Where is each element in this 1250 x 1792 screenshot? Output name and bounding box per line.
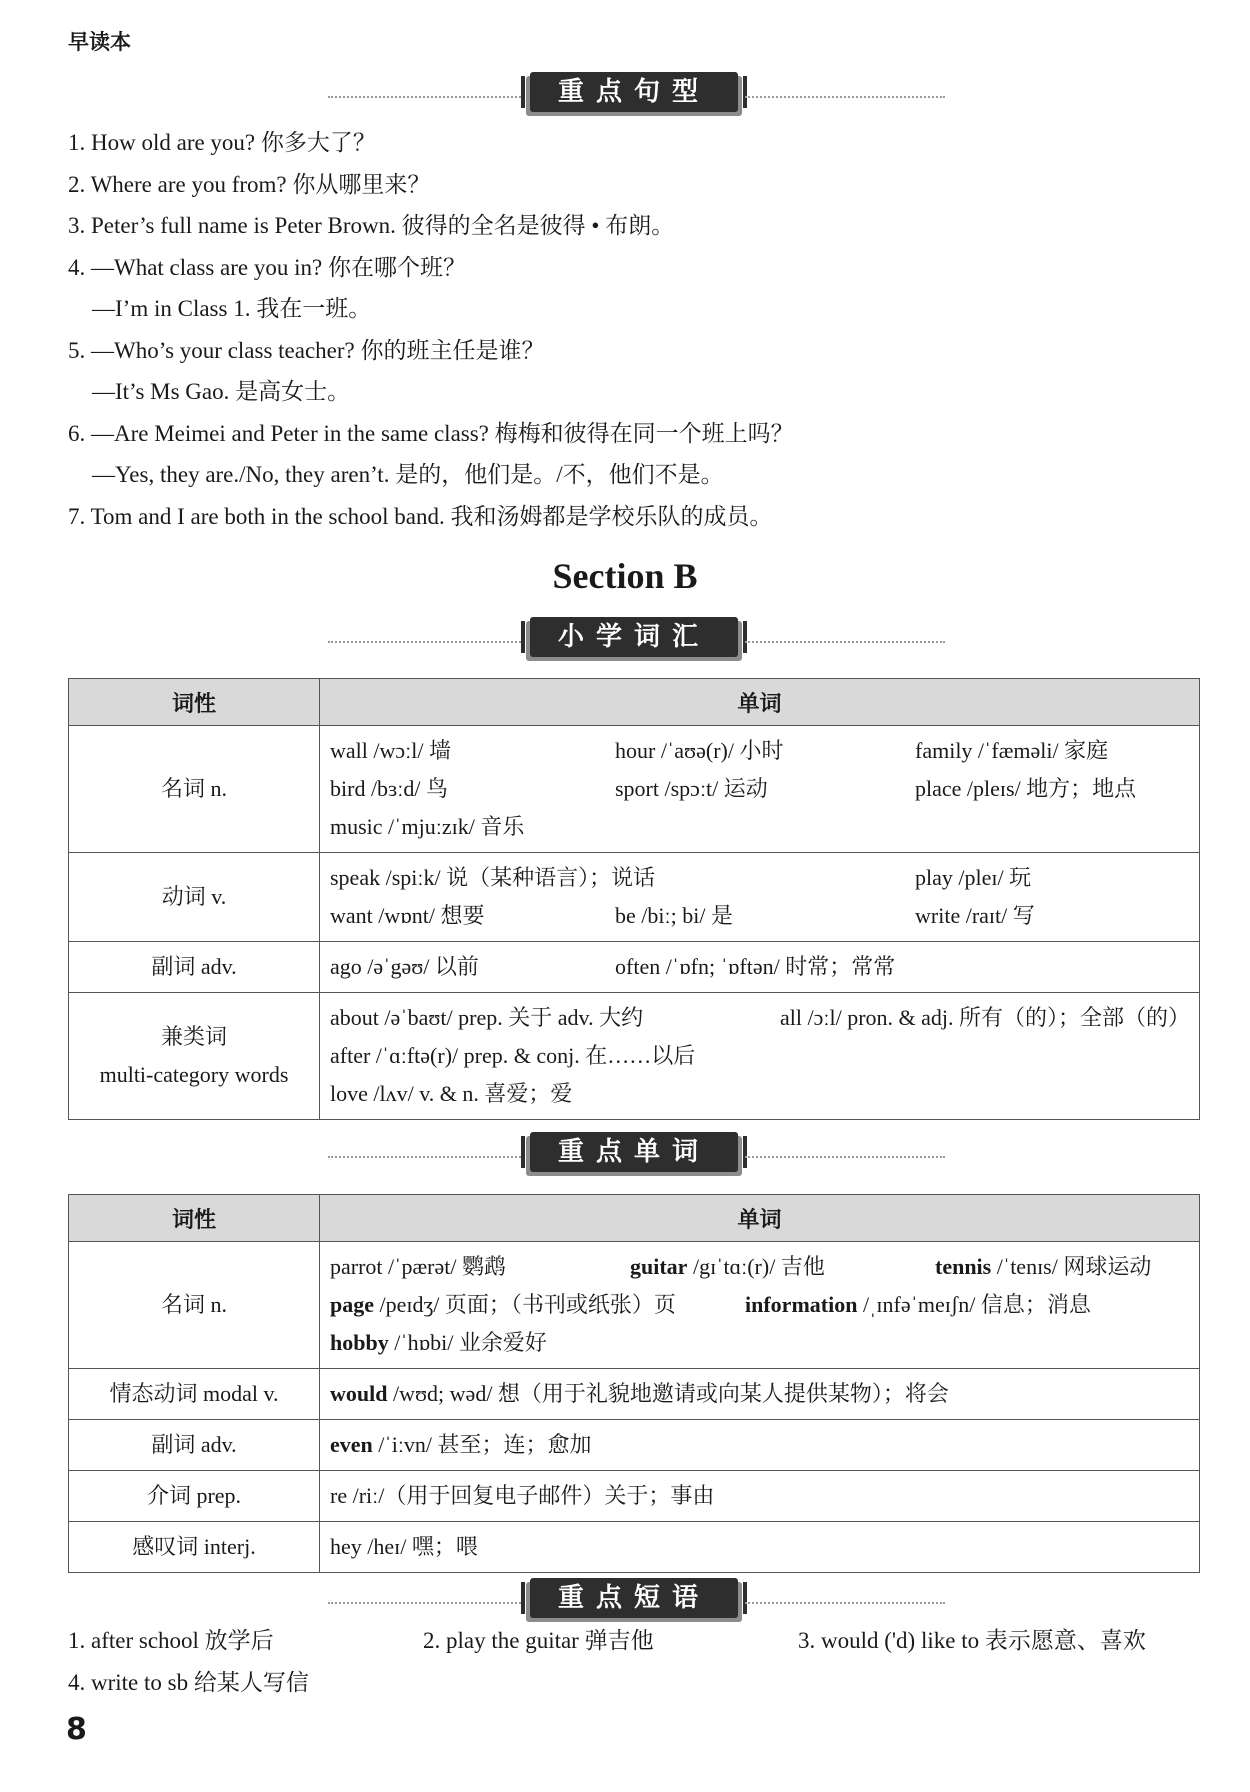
word-entry: hobby /ˈhɒbi/ 业余爱好 (330, 1330, 547, 1355)
word-entry: information /ˌɪnfəˈmeɪʃn/ 信息；消息 (745, 1292, 1091, 1317)
phrase-item: 2. play the guitar 弹吉他 (423, 1628, 654, 1653)
sentence-line: 1. How old are you? 你多大了？ (68, 130, 376, 155)
pos-cell (69, 993, 320, 1120)
word-entry: re /riː/（用于回复电子邮件）关于；事由 (330, 1483, 715, 1508)
word-entry: speak /spiːk/ 说（某种语言）；说话 (330, 865, 656, 890)
section-title: Section B (552, 556, 698, 596)
word-entry: sport /spɔːt/ 运动 (615, 776, 768, 801)
pos-cell: 感叹词 interj. (69, 1522, 320, 1573)
word-entry: ago /əˈgəʊ/ 以前 (330, 954, 479, 979)
word-entry: parrot /ˈpærət/ 鹦鹉 (330, 1254, 506, 1279)
word-entry: write /raɪt/ 写 (915, 903, 1035, 928)
word-entry: page /peɪdʒ/ 页面；（书刊或纸张）页 (330, 1292, 676, 1317)
dotted-divider-right (745, 96, 945, 98)
words-cell (320, 993, 1200, 1120)
banner-key-sentences (0, 72, 1250, 122)
word-entry: even /ˈiːvn/ 甚至；连；愈加 (330, 1432, 592, 1457)
words-cell (320, 853, 1200, 942)
word-entry: place /pleɪs/ 地方；地点 (915, 776, 1137, 801)
word-entry: guitar /gɪˈtɑː(r)/ 吉他 (630, 1254, 825, 1279)
dotted-divider-left (328, 96, 528, 98)
table-header-row (69, 679, 1200, 726)
phrase-item: 4. write to sb 给某人写信 (68, 1670, 309, 1695)
phrase-item: 3. would ('d) like to 表示愿意、喜欢 (798, 1628, 1146, 1653)
words-cell (320, 1369, 1200, 1420)
table-row (69, 993, 1200, 1120)
sentence-line: 3. Peter’s full name is Peter Brown. 彼得的全名是彼得 • 布朗。 (68, 213, 675, 238)
word-entry: tennis /ˈtenɪs/ 网球运动 (935, 1254, 1152, 1279)
table-header-row (69, 1195, 1200, 1242)
pos-label: 兼类词 (160, 1024, 227, 1049)
word-entry: be /biː; bi/ 是 (615, 903, 733, 928)
header-label: 早读本 (68, 30, 131, 54)
sentence-line: 2. Where are you from? 你从哪里来？ (68, 171, 431, 197)
word-entry: bird /bɜːd/ 鸟 (330, 776, 449, 801)
banner-primary-vocab (0, 617, 1250, 667)
dotted-divider-left (328, 1602, 528, 1604)
dotted-divider-left (328, 641, 528, 643)
words-cell (320, 1471, 1200, 1522)
word-entry: hey /heɪ/ 嘿；喂 (330, 1534, 478, 1559)
table-row (69, 1369, 1200, 1420)
word-entry: want /wɒnt/ 想要 (330, 903, 485, 928)
word-entry: all /ɔːl/ pron. & adj. 所有（的）；全部（的） (780, 1005, 1191, 1030)
word-entry: music /ˈmjuːzɪk/ 音乐 (330, 814, 525, 839)
key-phrase-list (68, 1620, 1198, 1704)
words-cell (320, 1242, 1200, 1369)
banner-title: 重点短语 (530, 1578, 738, 1618)
sentence-line: 5. —Who’s your class teacher? 你的班主任是谁？ (68, 337, 545, 363)
word-entry: hour /ˈaʊə(r)/ 小时 (615, 738, 784, 763)
pos-cell: 副词 adv. (69, 942, 320, 993)
word-entry: wall /wɔːl/ 墙 (330, 738, 451, 763)
pos-cell: 动词 v. (69, 853, 320, 942)
sentence-line: —It’s Ms Gao. 是高女士。 (92, 379, 351, 404)
dotted-divider-right (745, 641, 945, 643)
banner-title: 重点单词 (530, 1132, 738, 1172)
table-row (69, 853, 1200, 942)
sentence-line: 4. —What class are you in? 你在哪个班？ (68, 254, 466, 280)
pos-label-english: multi-category words (99, 1062, 289, 1087)
words-cell (320, 1522, 1200, 1573)
banner-title: 小学词汇 (530, 617, 738, 657)
column-header-pos: 词性 (69, 1195, 320, 1242)
word-entry: play /pleɪ/ 玩 (915, 865, 1032, 890)
key-sentence-list (68, 122, 1188, 537)
column-header-words: 单词 (320, 679, 1200, 726)
pos-cell: 名词 n. (69, 1242, 320, 1369)
sentence-line: 6. —Are Meimei and Peter in the same class? 梅梅和彼得在同一个班上吗？ (68, 420, 794, 446)
sentence-line: —Yes, they are./No, they aren’t. 是的，他们是。/不，他们不是。 (92, 462, 724, 487)
word-entry: after /ˈɑːftə(r)/ prep. & conj. 在……以后 (330, 1043, 696, 1068)
table-row (69, 1242, 1200, 1369)
column-header-words: 单词 (320, 1195, 1200, 1242)
table-row (69, 726, 1200, 853)
dotted-divider-right (745, 1602, 945, 1604)
table-row (69, 1471, 1200, 1522)
dotted-divider-right (745, 1156, 945, 1158)
key-words-table (68, 1194, 1200, 1573)
word-entry: family /ˈfæməli/ 家庭 (915, 738, 1109, 763)
column-header-pos: 词性 (69, 679, 320, 726)
sentence-line: —I’m in Class 1. 我在一班。 (92, 296, 372, 321)
phrase-item: 1. after school 放学后 (68, 1628, 274, 1653)
words-cell (320, 942, 1200, 993)
word-entry: love /lʌv/ v. & n. 喜爱；爱 (330, 1081, 573, 1106)
word-entry: would /wʊd; wəd/ 想（用于礼貌地邀请或向某人提供某物）；将会 (330, 1381, 949, 1406)
word-entry: often /ˈɒfn; ˈɒftən/ 时常；常常 (615, 954, 896, 979)
primary-vocab-table (68, 678, 1200, 1120)
table-row (69, 1420, 1200, 1471)
words-cell (320, 726, 1200, 853)
word-entry: about /əˈbaʊt/ prep. 关于 adv. 大约 (330, 1005, 644, 1030)
banner-key-words (0, 1132, 1250, 1182)
pos-cell: 情态动词 modal v. (69, 1369, 320, 1420)
words-cell (320, 1420, 1200, 1471)
pos-cell: 介词 prep. (69, 1471, 320, 1522)
dotted-divider-left (328, 1156, 528, 1158)
pos-cell: 副词 adv. (69, 1420, 320, 1471)
banner-title: 重点句型 (530, 72, 738, 112)
table-row (69, 942, 1200, 993)
page-number: 8 (66, 1712, 87, 1747)
table-row (69, 1522, 1200, 1573)
pos-cell: 名词 n. (69, 726, 320, 853)
sentence-line: 7. Tom and I are both in the school band. 我和汤姆都是学校乐队的成员。 (68, 503, 773, 529)
